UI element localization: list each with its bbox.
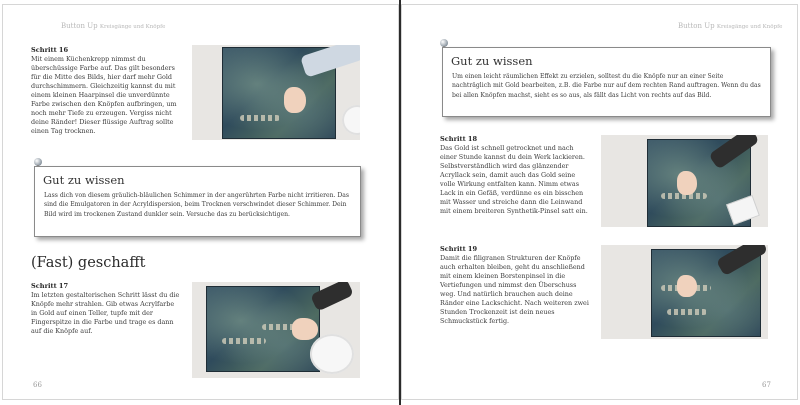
- step-title: Schritt 16: [31, 46, 69, 54]
- step-19: [440, 245, 592, 326]
- page-number: 66: [33, 381, 42, 389]
- step-text: Mit einem Küchenkrepp nimmst du überschüssige Farbe auf. Das gilt besonders für die Mitte des Bilds, hier darf mehr Gold durchschimmern. Gleichzeitig kannst du mit einem kleinen Haarpinsel die unverdünnte Farbe zwischen den Knöpfen aufbringen, um noch mehr Tiefe zu erzeugen. Vergiss nicht deine Ränder! Dieser flüssige Auftrag sollte einen Tag trocknen.: [31, 55, 177, 135]
- step-16: [31, 46, 181, 136]
- running-head: [678, 22, 782, 30]
- tip-box: [34, 166, 361, 237]
- running-head-subtitle: Kreisgänge und Knöpfe: [716, 24, 783, 30]
- running-head-title: Button Up: [61, 22, 98, 30]
- right-page: [401, 4, 798, 400]
- tip-text: Um einen leicht räumlichen Effekt zu erzielen, solltest du die Knöpfe nur an einer Seite nachträglich mit Gold bearbeiten, z.B. die Farbe nur auf dem rechten Rand auftragen. Wenn du das bei allen Knöpfen machst, sieht es so aus, als fällt das Licht von rechts auf das Bild.: [452, 73, 761, 99]
- tip-title: Gut zu wissen: [43, 173, 125, 187]
- running-head-subtitle: Kreisgänge und Knöpfe: [99, 24, 166, 30]
- step-title: Schritt 18: [440, 135, 478, 143]
- tip-title: Gut zu wissen: [451, 54, 533, 68]
- step-text: Das Gold ist schnell getrocknet und nach einer Stunde kannst du dein Werk lackieren. Selbstverständlich wird das glänzender Acryllack sein, damit auch das Gold seine volle Wirkung entfalten kann. Nimm etwas Lack in ein Gefäß, verdünne es ein bisschen mit Wasser und streiche dann die Leinwand mit einem breiteren Synthetik-Pinsel satt ein.: [440, 144, 588, 215]
- tip-box: [442, 47, 771, 117]
- running-head: [61, 22, 165, 30]
- step-text: Damit die filigranen Strukturen der Knöpfe auch erhalten bleiben, geht du anschließend mit einem kleinen Borstenpinsel in die Vertiefungen und nimmst den Überschuss weg. Und natürlich brauchen auch deine Ränder eine Lackschicht. Nach weiteren zwei Stunden Trockenzeit ist dein neues Schmuckstück fertig.: [440, 254, 589, 325]
- pin-icon: [440, 39, 448, 47]
- photo-step-18: [601, 135, 768, 227]
- pin-icon: [34, 158, 42, 166]
- step-18: [440, 135, 592, 216]
- step-17: [31, 282, 181, 336]
- photo-step-16: [192, 45, 360, 140]
- photo-step-17: [192, 282, 360, 378]
- left-page: [2, 4, 399, 400]
- step-text: Im letzten gestalterischen Schritt lässt du die Knöpfe mehr strahlen. Gib etwas Acrylfarbe in Gold auf einen Teller, tupfe mit der Fingerspitze in die Farbe und trage es dann auf die Knöpfe auf.: [31, 291, 180, 335]
- photo-step-19: [601, 245, 768, 339]
- section-heading: (Fast) geschafft: [31, 255, 146, 271]
- step-title: Schritt 17: [31, 282, 69, 290]
- page-number: 67: [762, 381, 771, 389]
- step-title: Schritt 19: [440, 245, 478, 253]
- running-head-title: Button Up: [678, 22, 715, 30]
- tip-text: Lass dich von diesem gräulich-bläulichen Schimmer in der angerührten Farbe nicht irritieren. Das sind die Emulgatoren in der Acryldispersion, beim Trocknen verschwindet dieser Schimmer. Dein Bild wird im trockenen Zustand dunkler sein. Versuche das zu berücksichtigen.: [44, 192, 350, 218]
